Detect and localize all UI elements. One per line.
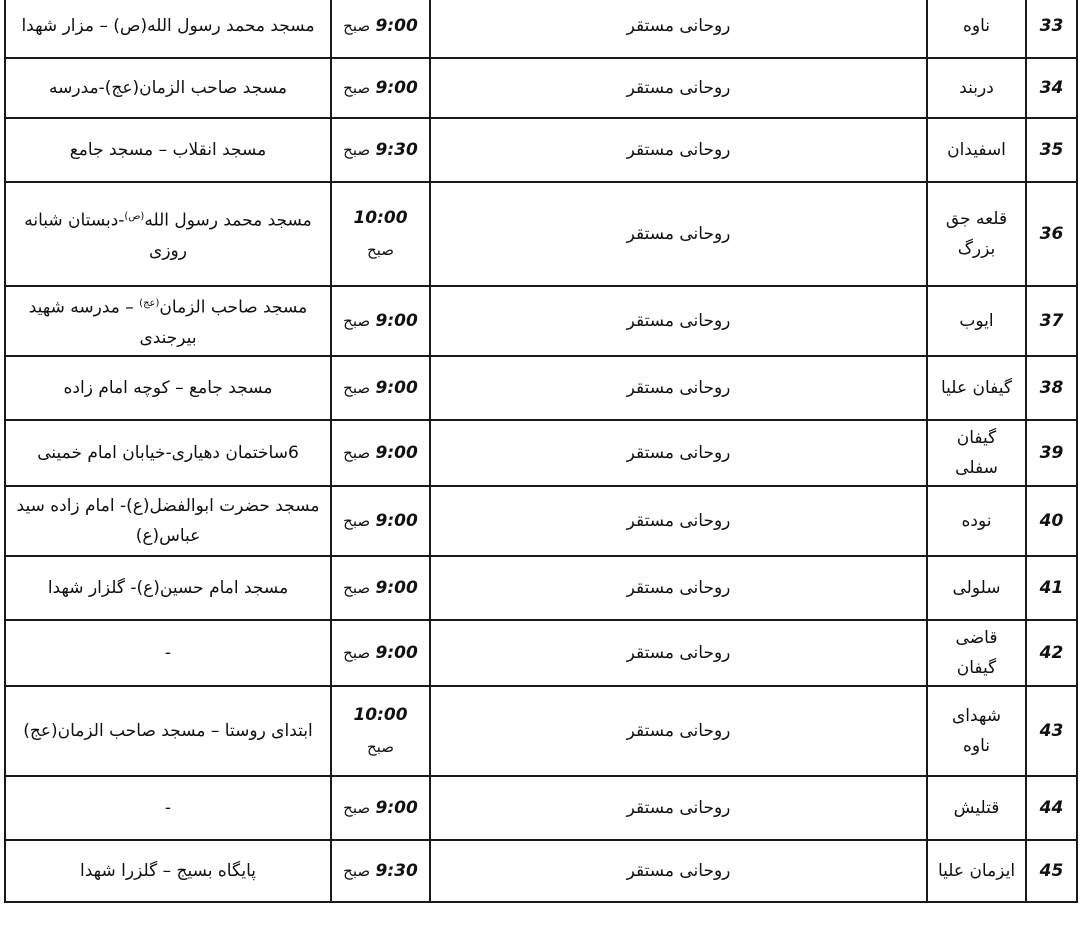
schedule-document <box>4 0 1076 903</box>
time-value: 10:00 <box>353 208 408 228</box>
table-row <box>5 686 1077 776</box>
location-cell <box>5 182 331 286</box>
location-cell <box>5 420 331 486</box>
location-superscript: (عج) <box>139 298 160 309</box>
time-value: 9:00 <box>375 15 418 36</box>
cleric-cell: روحانی مستقر <box>430 58 927 118</box>
time-value: 9:00 <box>375 78 418 98</box>
row-number-cell: 40 <box>1026 486 1077 556</box>
table-row <box>5 182 1077 286</box>
time-period-word: صبح <box>343 511 371 530</box>
cleric-cell: روحانی مستقر <box>430 486 927 556</box>
village-name-cell: گیفان علیا <box>927 356 1026 420</box>
time-value: 9:00 <box>375 510 418 531</box>
location-cell <box>5 286 331 356</box>
location-text: مسجد محمد رسول الله(ص) – مزار شهدا <box>21 15 315 36</box>
time-cell <box>331 486 430 556</box>
time-period-word: صبح <box>367 737 394 756</box>
table-row <box>5 620 1077 686</box>
cleric-cell: روحانی مستقر <box>430 286 927 356</box>
cleric-cell: روحانی مستقر <box>430 840 927 902</box>
time-cell <box>331 58 430 118</box>
time-cell <box>331 776 430 840</box>
location-text: ابتدای روستا – مسجد صاحب الزمان(عج) <box>23 720 313 741</box>
row-number-cell: 39 <box>1026 420 1077 486</box>
location-text: پایگاه بسیج – گلزرا شهدا <box>80 860 256 881</box>
cleric-cell: روحانی مستقر <box>430 776 927 840</box>
time-period-word: صبح <box>343 861 371 880</box>
row-number-cell: 43 <box>1026 686 1077 776</box>
time-period-word: صبح <box>343 798 371 817</box>
location-text: مسجد حضرت ابوالفضل(ع)- امام زاده سید عباس(ع) <box>16 495 320 546</box>
time-value: 9:00 <box>375 577 418 598</box>
time-period-word: صبح <box>343 443 371 462</box>
location-cell <box>5 556 331 620</box>
time-cell <box>331 840 430 902</box>
cleric-cell: روحانی مستقر <box>430 556 927 620</box>
location-cell <box>5 686 331 776</box>
time-period-word: صبح <box>367 241 394 259</box>
village-name-cell: قتلیش <box>927 776 1026 840</box>
table-row <box>5 0 1077 58</box>
location-text: مسجد جامع – کوچه امام زاده <box>63 377 273 398</box>
time-cell <box>331 356 430 420</box>
time-value: 9:30 <box>375 140 418 160</box>
row-number-cell: 38 <box>1026 356 1077 420</box>
location-cell <box>5 0 331 58</box>
location-text: مسجد انقلاب – مسجد جامع <box>69 140 267 160</box>
location-cell <box>5 486 331 556</box>
time-cell <box>331 182 430 286</box>
table-row <box>5 420 1077 486</box>
cleric-cell: روحانی مستقر <box>430 0 927 58</box>
table-row <box>5 840 1077 902</box>
time-cell <box>331 118 430 182</box>
village-name-cell: نوده <box>927 486 1026 556</box>
row-number-cell: 45 <box>1026 840 1077 902</box>
time-period-word: صبح <box>343 643 371 662</box>
village-name-cell: ناوه <box>927 0 1026 58</box>
time-cell <box>331 556 430 620</box>
village-name-cell: شهدای ناوه <box>927 686 1026 776</box>
time-period-word: صبح <box>343 79 371 97</box>
cleric-cell: روحانی مستقر <box>430 182 927 286</box>
location-text: مسجد صاحب الزمان(عج)-مدرسه <box>49 78 287 98</box>
village-name-cell: اسفیدان <box>927 118 1026 182</box>
village-name-cell: دربند <box>927 58 1026 118</box>
table-row <box>5 486 1077 556</box>
cleric-cell: روحانی مستقر <box>430 356 927 420</box>
row-number-cell: 33 <box>1026 0 1077 58</box>
location-cell <box>5 118 331 182</box>
time-value: 9:00 <box>375 797 418 818</box>
time-period-word: صبح <box>343 141 371 159</box>
time-cell <box>331 286 430 356</box>
village-name-cell: ایزمان علیا <box>927 840 1026 902</box>
time-value: 9:00 <box>375 310 418 331</box>
cleric-cell: روحانی مستقر <box>430 118 927 182</box>
location-text: مسجد صاحب الزمان <box>159 297 308 318</box>
table-row <box>5 776 1077 840</box>
location-text-tail: -دبستان شبانه روزی <box>24 210 187 261</box>
time-cell <box>331 420 430 486</box>
table-row <box>5 356 1077 420</box>
village-name-cell: ایوب <box>927 286 1026 356</box>
table-row <box>5 286 1077 356</box>
location-text: مسجد محمد رسول الله <box>144 210 312 231</box>
location-text-tail: – مدرسه شهید بیرجندی <box>28 297 197 348</box>
location-cell <box>5 620 331 686</box>
table-body <box>5 0 1077 902</box>
time-period-word: صبح <box>343 311 371 330</box>
row-number-cell: 37 <box>1026 286 1077 356</box>
location-superscript: (ص) <box>124 211 145 223</box>
village-name-cell: قلعه جق بزرگ <box>927 182 1026 286</box>
location-cell <box>5 776 331 840</box>
time-value: 9:00 <box>375 377 418 398</box>
row-number-cell: 41 <box>1026 556 1077 620</box>
table-row <box>5 118 1077 182</box>
prayer-schedule-table <box>4 0 1078 903</box>
time-value: 9:30 <box>375 860 418 881</box>
row-number-cell: 34 <box>1026 58 1077 118</box>
location-cell <box>5 58 331 118</box>
time-period-word: صبح <box>343 578 371 597</box>
row-number-cell: 44 <box>1026 776 1077 840</box>
village-name-cell: سلولی <box>927 556 1026 620</box>
cleric-cell: روحانی مستقر <box>430 686 927 776</box>
row-number-cell: 35 <box>1026 118 1077 182</box>
time-period-word: صبح <box>343 378 371 397</box>
time-cell <box>331 620 430 686</box>
time-value: 9:00 <box>375 442 418 463</box>
time-cell <box>331 0 430 58</box>
cleric-cell: روحانی مستقر <box>430 620 927 686</box>
row-number-cell: 36 <box>1026 182 1077 286</box>
table-row <box>5 58 1077 118</box>
location-text: 6ساختمان دهیاری-خیابان امام خمینی <box>37 442 299 463</box>
location-text: - <box>164 797 172 818</box>
location-cell <box>5 840 331 902</box>
location-cell <box>5 356 331 420</box>
village-name-cell: گیفان سفلی <box>927 420 1026 486</box>
location-text: - <box>164 642 172 663</box>
time-value: 10:00 <box>353 704 408 725</box>
row-number-cell: 42 <box>1026 620 1077 686</box>
cleric-cell: روحانی مستقر <box>430 420 927 486</box>
time-cell <box>331 686 430 776</box>
time-value: 9:00 <box>375 642 418 663</box>
time-period-word: صبح <box>343 16 371 35</box>
location-text: مسجد امام حسین(ع)- گلزار شهدا <box>47 577 289 598</box>
table-row <box>5 556 1077 620</box>
village-name-cell: قاضی گیفان <box>927 620 1026 686</box>
